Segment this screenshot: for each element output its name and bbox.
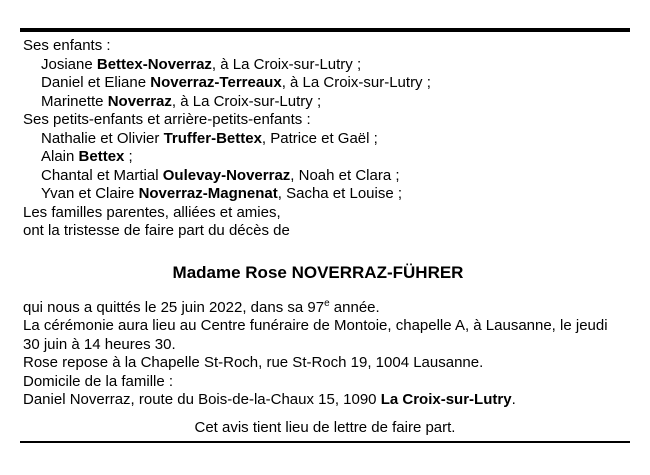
death-text-end: année. xyxy=(329,298,380,316)
grandchild-line xyxy=(23,148,613,167)
ceremony-info: La cérémonie aura lieu au Centre funéraire de Montoie, chapelle A, à Lausanne, le jeudi 30 juin à 14 heures 30. xyxy=(23,317,608,353)
grandchild-line xyxy=(23,167,613,186)
grandchild-rest: , Sacha et Louise ; xyxy=(277,185,403,202)
domicile-address xyxy=(23,391,613,410)
domicile-period: . xyxy=(511,391,516,408)
grandchild-line xyxy=(23,185,613,204)
child-surname: Noverraz-Terreaux xyxy=(150,74,282,91)
grandchild-surname: Noverraz-Magnenat xyxy=(138,185,278,202)
grandchild-surname: Bettex xyxy=(78,148,125,165)
child-surname: Noverraz xyxy=(107,92,172,110)
grandchild-surname: Truffer-Bettex xyxy=(163,129,262,147)
grandchild-rest: , Patrice et Gaël ; xyxy=(261,129,378,147)
families-line: Les familles parentes, alliées et amies, xyxy=(23,203,281,221)
grandchildren-heading: Ses petits-enfants et arrière-petits-enfants : xyxy=(23,111,311,128)
grandchild-name: Nathalie et Olivier xyxy=(41,129,164,147)
ordinal-suffix: e xyxy=(324,297,330,309)
grandchild-rest: ; xyxy=(124,148,133,165)
deceased-name: Madame Rose NOVERRAZ-FÜHRER xyxy=(172,262,464,282)
death-text: qui nous a quittés le 25 juin 2022, dans sa 97 xyxy=(23,298,325,316)
children-heading: Ses enfants : xyxy=(23,37,111,54)
rest-location: Rose repose à la Chapelle St-Roch, rue St-Roch 19, 1004 Lausanne. xyxy=(23,354,484,371)
child-line xyxy=(23,74,613,93)
grandchild-name: Chantal et Martial xyxy=(41,166,163,184)
child-line xyxy=(23,56,613,75)
child-line xyxy=(23,93,613,112)
child-name: Josiane xyxy=(41,55,97,73)
grandchild-name: Yvan et Claire xyxy=(41,185,139,202)
child-location: , à La Croix-sur-Lutry ; xyxy=(171,92,322,110)
child-location: , à La Croix-sur-Lutry ; xyxy=(281,74,431,91)
child-name: Marinette xyxy=(41,92,108,110)
child-location: , à La Croix-sur-Lutry ; xyxy=(211,55,362,73)
domicile-town: La Croix-sur-Lutry xyxy=(380,391,512,408)
grandchild-rest: , Noah et Clara ; xyxy=(290,166,400,184)
footer-note: Cet avis tient lieu de lettre de faire part. xyxy=(194,419,456,436)
grandchild-line xyxy=(23,130,613,149)
child-surname: Bettex-Noverraz xyxy=(96,55,212,73)
death-date-line xyxy=(23,299,613,318)
obituary-body xyxy=(23,37,613,410)
domicile-heading: Domicile de la famille : xyxy=(23,372,174,390)
grandchild-name: Alain xyxy=(41,148,79,165)
top-rule xyxy=(20,28,630,32)
bottom-rule xyxy=(20,441,630,443)
child-name: Daniel et Eliane xyxy=(41,74,151,91)
domicile-street: Daniel Noverraz, route du Bois-de-la-Chaux 15, 1090 xyxy=(23,391,381,408)
grandchild-surname: Oulevay-Noverraz xyxy=(162,166,291,184)
announcement-line: ont la tristesse de faire part du décès de xyxy=(23,222,290,239)
